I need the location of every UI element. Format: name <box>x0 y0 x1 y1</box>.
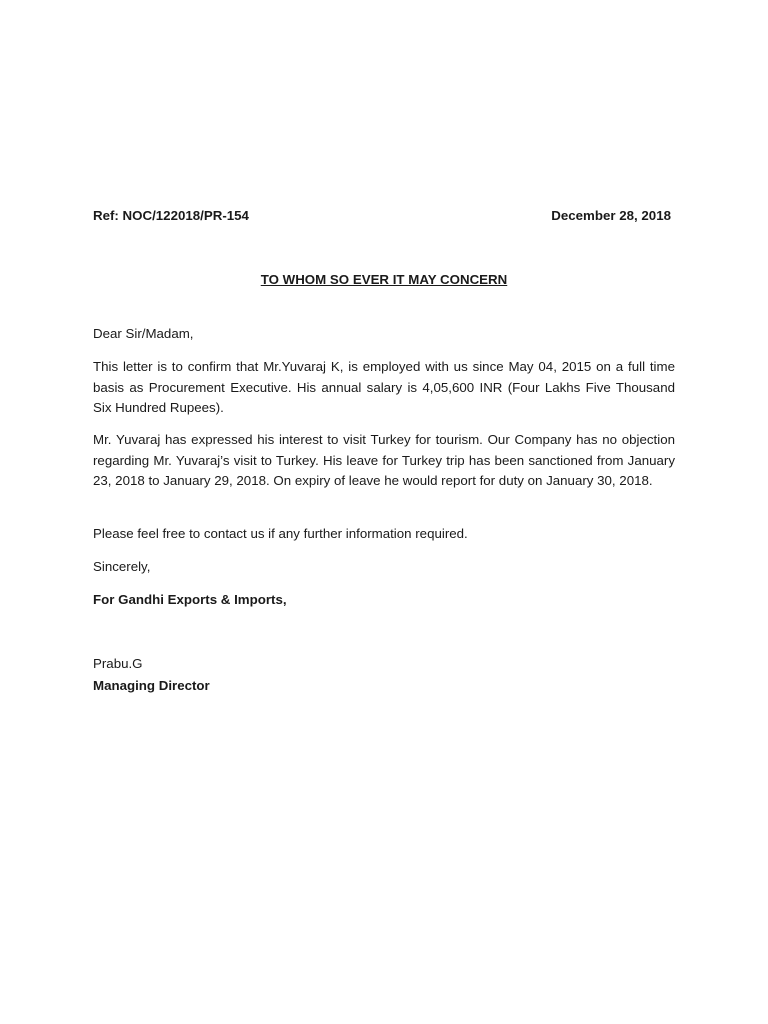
company-name: For Gandhi Exports & Imports, <box>93 592 287 607</box>
paragraph-employment: This letter is to confirm that Mr.Yuvaraj K, is employed with us since May 04, 2015 on a full time basis as Procurement Executive. His annual salary is 4,05,600 INR (Four Lakhs Five Thousand Six Hundred Rupees). <box>93 359 675 416</box>
signer-title: Managing Director <box>93 678 210 693</box>
letter-greeting: Dear Sir/Madam, <box>93 326 194 341</box>
signer-name: Prabu.G <box>93 656 143 671</box>
letter-date: December 28, 2018 <box>551 208 671 223</box>
paragraph-contact: Please feel free to contact us if any further information required. <box>93 526 468 541</box>
letter-subject: TO WHOM SO EVER IT MAY CONCERN <box>260 272 508 287</box>
reference-number: Ref: NOC/122018/PR-154 <box>93 208 249 223</box>
letter-closing: Sincerely, <box>93 559 151 574</box>
letter-header <box>93 207 671 225</box>
paragraph-travel: Mr. Yuvaraj has expressed his interest to visit Turkey for tourism. Our Company has no objection regarding Mr. Yuvaraj’s visit to Turkey. His leave for Turkey trip has been sanctioned from January 23, 2018 to January 29, 2018. On expiry of leave he would report for duty on January 30, 2018. <box>93 432 675 489</box>
